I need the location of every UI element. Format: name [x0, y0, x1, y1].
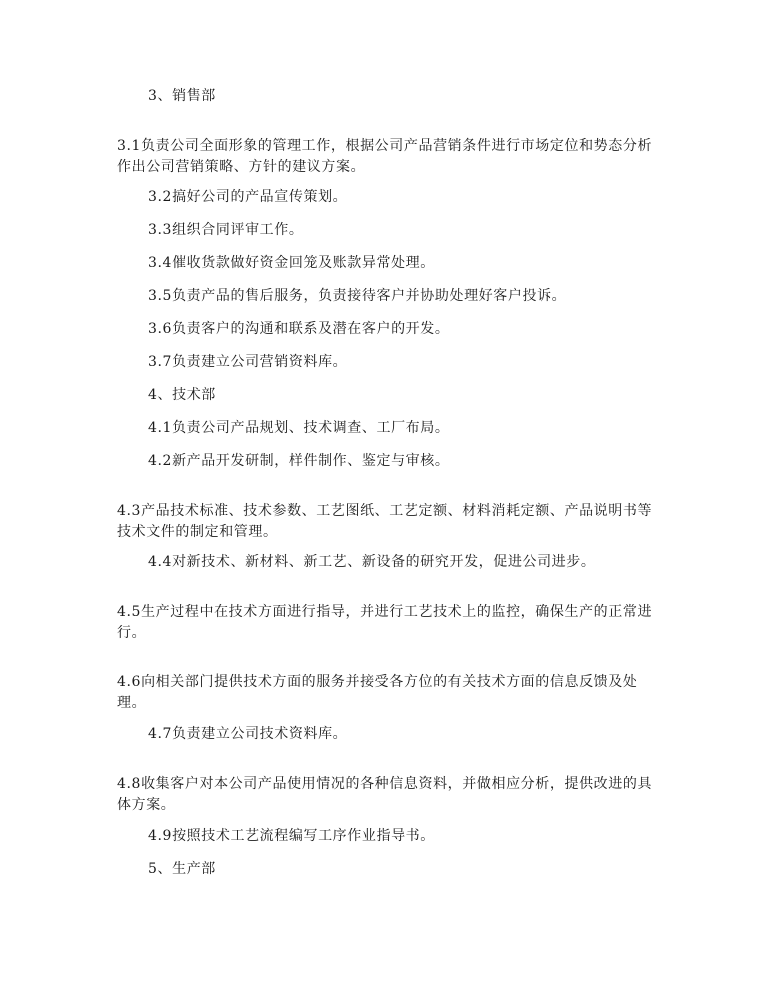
- paragraph-4-6: 4.6向相关部门提供技术方面的服务并接受各方位的有关技术方面的信息反馈及处理。: [117, 674, 638, 711]
- section-heading-sales: 3、销售部: [148, 88, 216, 104]
- paragraph-4-1: 4.1负责公司产品规划、技术调查、工厂布局。: [148, 420, 450, 436]
- paragraph-4-7: 4.7负责建立公司技术资料库。: [148, 726, 348, 742]
- paragraph-3-3: 3.3组织合同评审工作。: [148, 222, 304, 238]
- paragraph-4-4: 4.4对新技术、新材料、新工艺、新设备的研究开发，促进公司进步。: [148, 554, 596, 570]
- paragraph-3-5: 3.5负责产品的售后服务，负责接待客户并协助处理好客户投诉。: [148, 288, 567, 304]
- section-heading-tech: 4、技术部: [148, 387, 216, 403]
- paragraph-4-5: 4.5生产过程中在技术方面进行指导，并进行工艺技术上的监控，确保生产的正常进行。: [117, 604, 653, 641]
- paragraph-4-3: 4.3产品技术标准、技术参数、工艺图纸、工艺定额、材料消耗定额、产品说明书等技术文件的制定和管理。: [117, 503, 653, 540]
- paragraph-3-2: 3.2搞好公司的产品宣传策划。: [148, 189, 348, 205]
- paragraph-3-7: 3.7负责建立公司营销资料库。: [148, 354, 348, 370]
- section-heading-production: 5、生产部: [148, 861, 216, 877]
- paragraph-3-4: 3.4催收货款做好资金回笼及账款异常处理。: [148, 255, 435, 271]
- paragraph-3-1: 3.1负责公司全面形象的管理工作，根据公司产品营销条件进行市场定位和势态分析作出公司营销策略、方针的建议方案。: [117, 138, 653, 175]
- paragraph-3-6: 3.6负责客户的沟通和联系及潜在客户的开发。: [148, 321, 450, 337]
- paragraph-4-2: 4.2新产品开发研制，样件制作、鉴定与审核。: [148, 453, 450, 469]
- paragraph-4-9: 4.9按照技术工艺流程编写工序作业指导书。: [148, 828, 435, 844]
- paragraph-4-8: 4.8收集客户对本公司产品使用情况的各种信息资料，并做相应分析，提供改进的具体方案。: [117, 776, 653, 813]
